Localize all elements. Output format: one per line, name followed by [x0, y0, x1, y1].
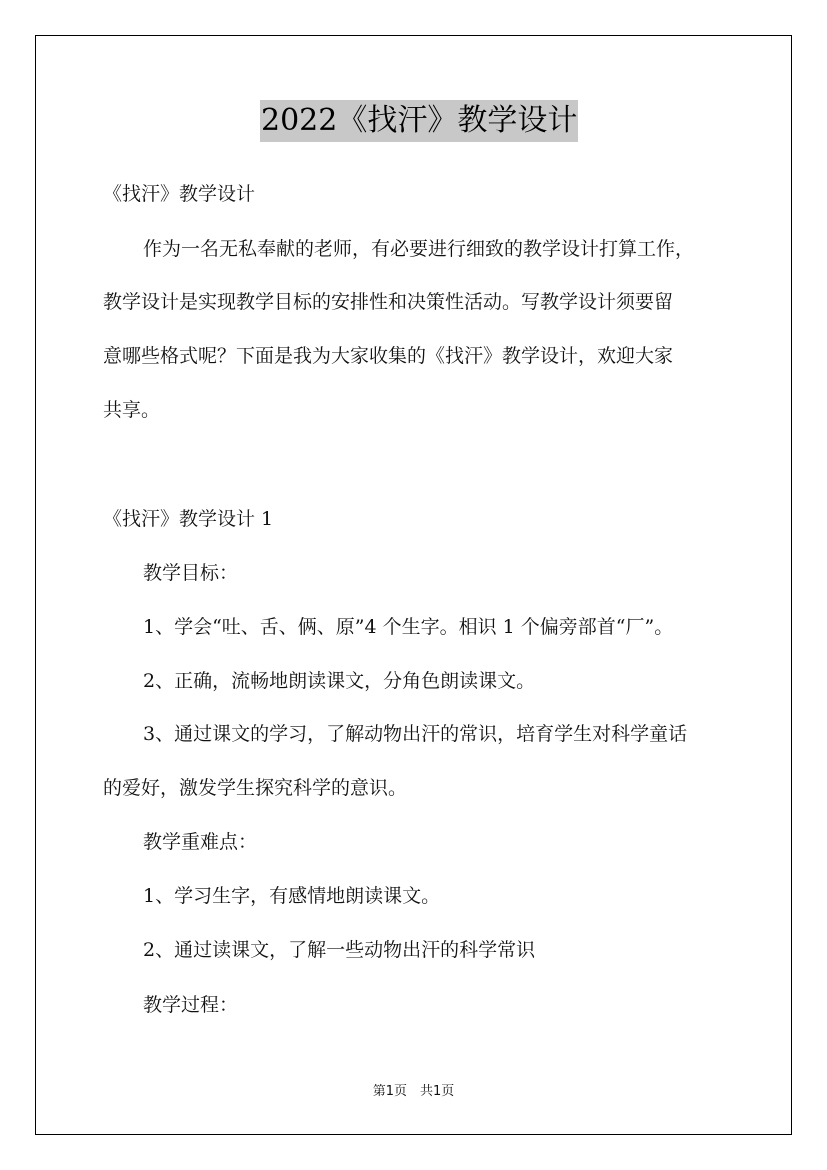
goal-item: 2、正确，流畅地朗读课文，分角色朗读课文。	[143, 670, 536, 692]
process-label: 教学过程：	[143, 994, 239, 1016]
goal-item: 1、学会“吐、舌、俩、原”4 个生字。相识 1 个偏旁部首“厂”。	[143, 616, 674, 638]
goal-item: 3、通过课文的学习，了解动物出汗的常识，培育学生对科学童话	[143, 723, 688, 745]
page-number-footer: 第1页 共1页	[372, 1084, 455, 1099]
intro-line: 作为一名无私奉献的老师，有必要进行细致的教学设计打算工作，	[143, 238, 695, 260]
document-subtitle: 《找汗》教学设计	[103, 183, 256, 205]
intro-line: 教学设计是实现教学目标的安排性和决策性活动。写教学设计须要留	[103, 291, 674, 313]
document-title: 2022《找汗》教学设计	[260, 100, 578, 142]
goal-item-continuation: 的爱好，激发学生探究科学的意识。	[103, 777, 408, 799]
keypoints-label: 教学重难点：	[143, 831, 258, 853]
section-heading: 《找汗》教学设计 1	[103, 508, 274, 530]
goals-label: 教学目标：	[143, 562, 239, 584]
intro-line: 共享。	[103, 399, 161, 421]
keypoint-item: 1、学习生字，有感情地朗读课文。	[143, 885, 441, 907]
intro-line: 意哪些格式呢？下面是我为大家收集的《找汗》教学设计，欢迎大家	[103, 345, 674, 367]
keypoint-item: 2、通过读课文，了解一些动物出汗的科学常识	[143, 939, 536, 961]
